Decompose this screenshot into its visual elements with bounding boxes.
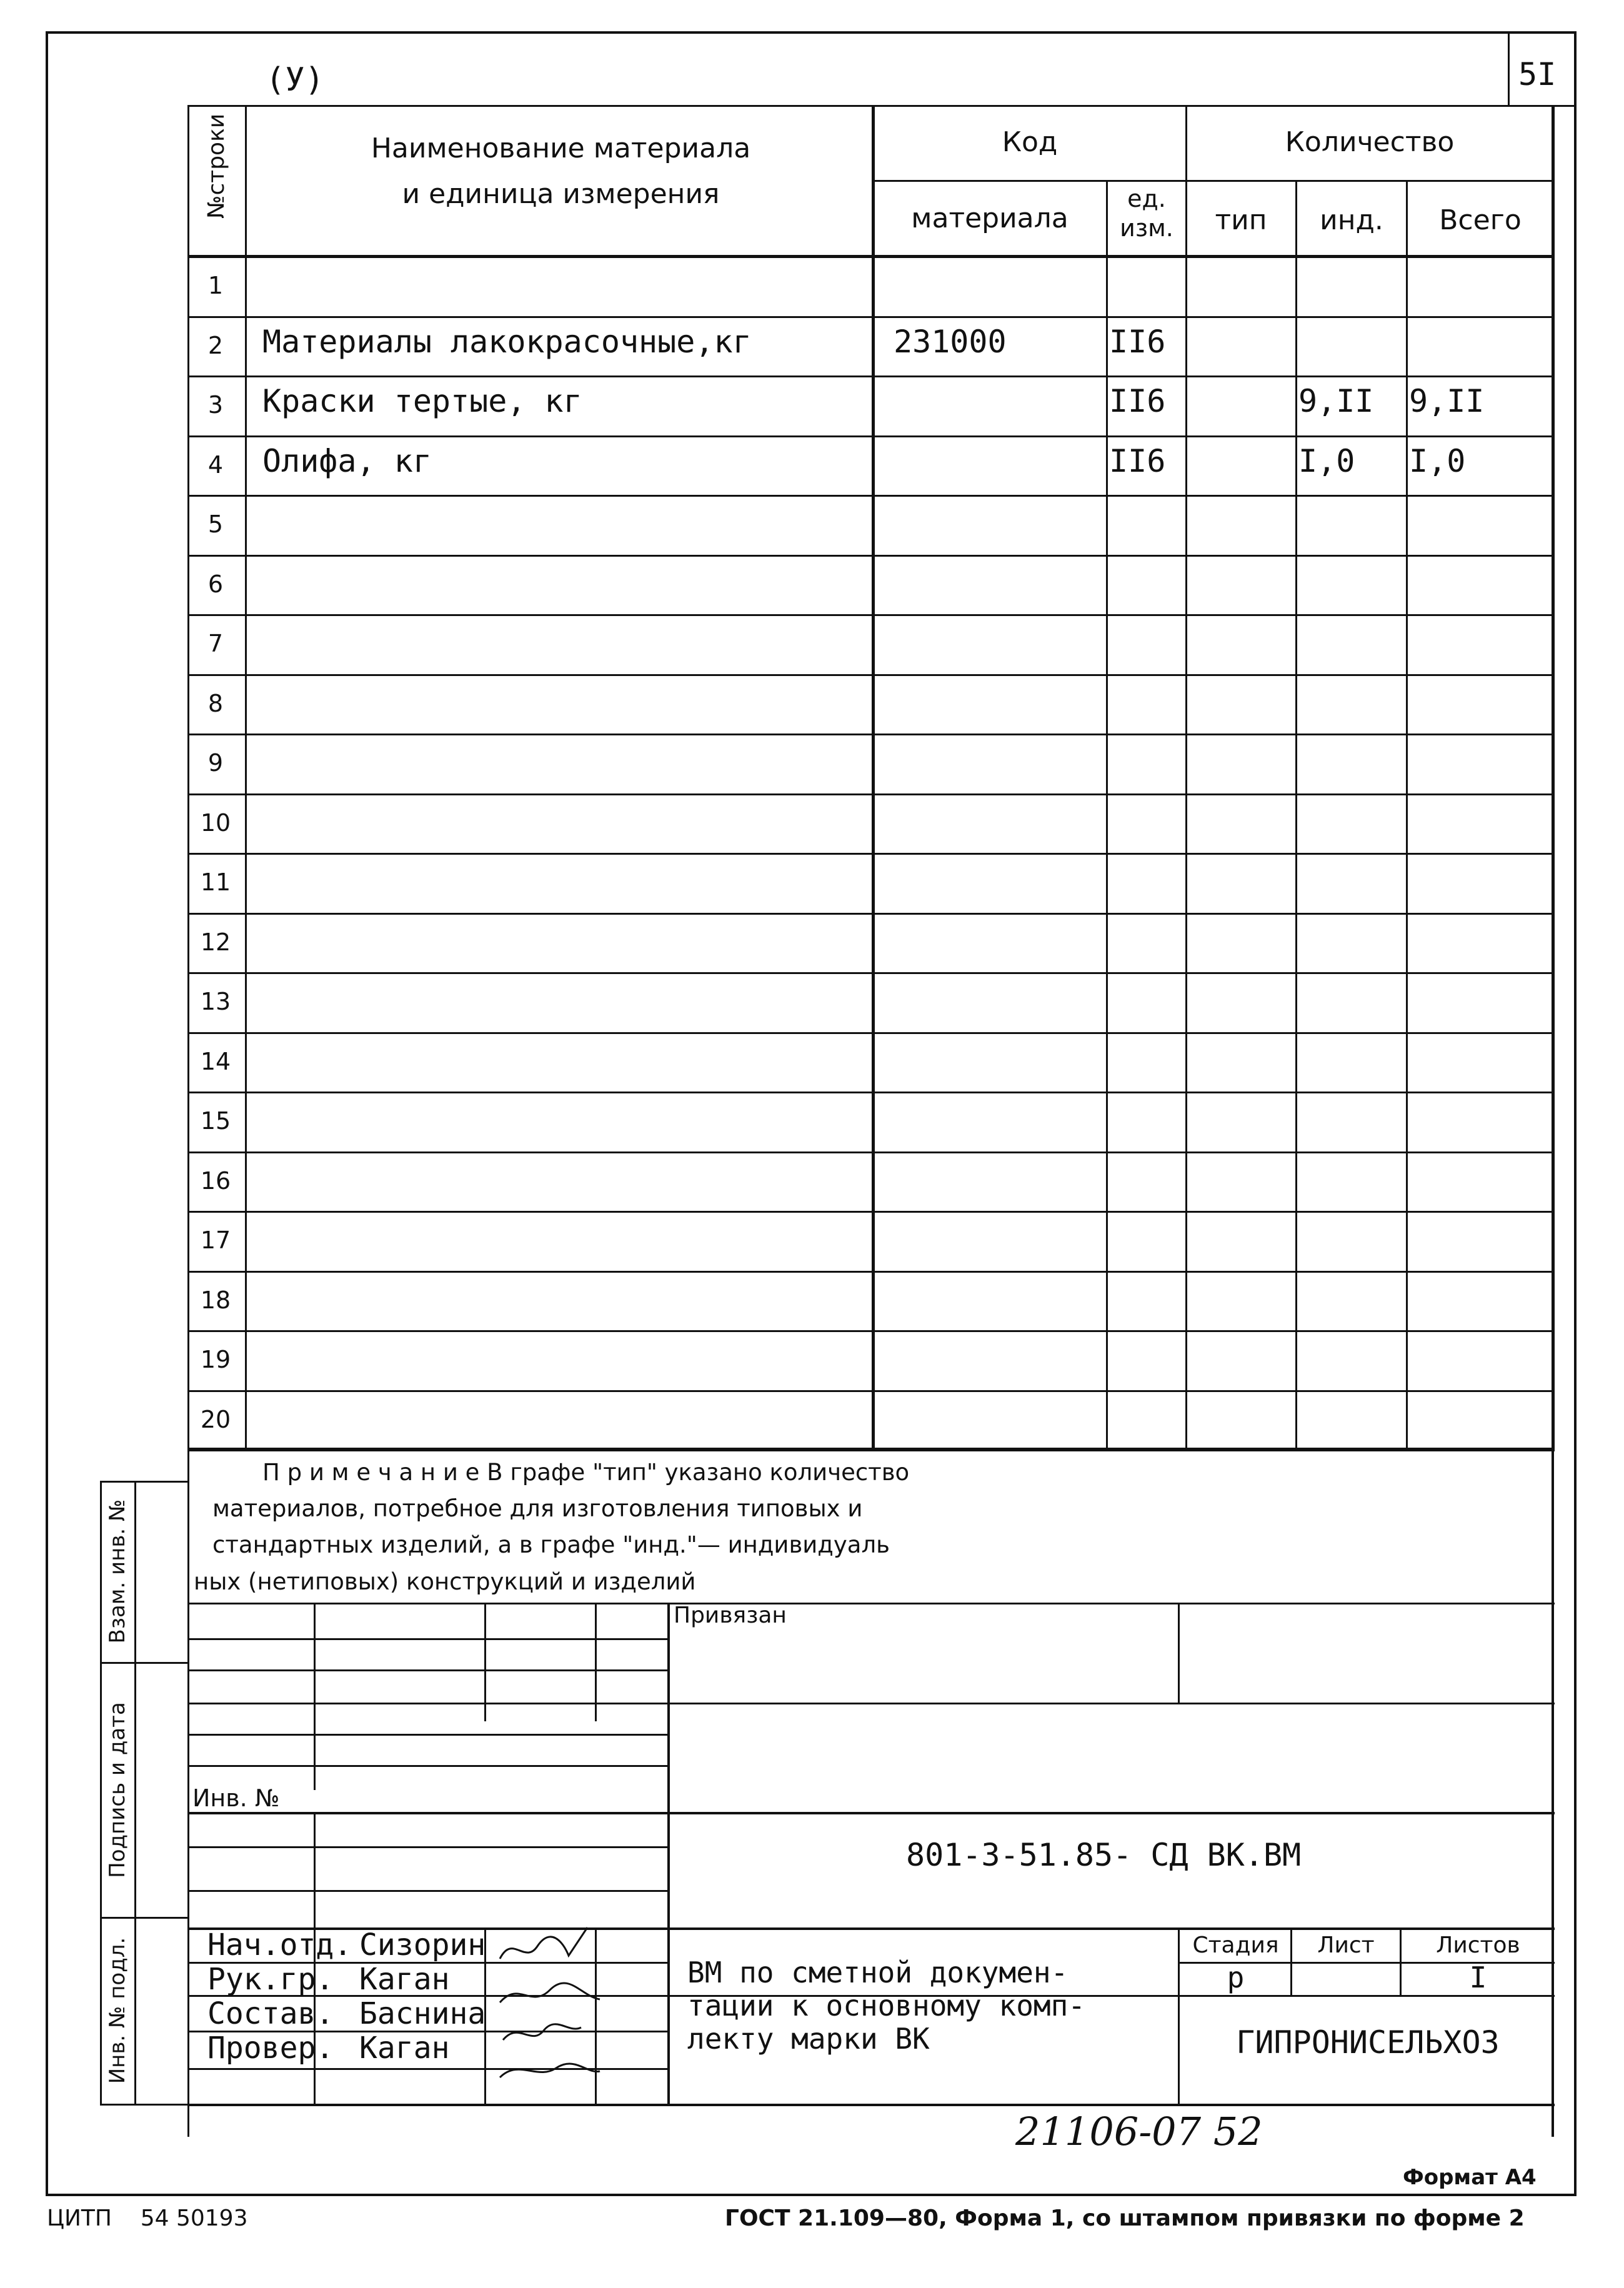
row-line	[187, 793, 1555, 795]
row-number: 18	[200, 1286, 231, 1314]
row-number: 15	[200, 1107, 231, 1135]
stamp-col	[667, 1603, 670, 2106]
header-code-material: материала	[911, 202, 1069, 234]
stamp-top	[187, 1603, 1555, 1604]
stamp-line	[187, 1812, 1555, 1814]
cell-name: Краски тертые, кг	[262, 383, 582, 419]
row-line	[187, 734, 1555, 735]
signer-name: Каган	[359, 2031, 450, 2066]
cell-name: Олифа, кг	[262, 442, 432, 479]
col-line	[1406, 181, 1408, 1450]
row-number: 9	[207, 749, 224, 777]
stamp-col	[595, 1603, 597, 1721]
row-line	[187, 972, 1555, 974]
header-row-no: №строки	[204, 113, 229, 219]
row-line	[187, 674, 1555, 676]
cell-unit: II6	[1109, 442, 1166, 479]
row-line	[187, 316, 1555, 318]
header-name-line2: и единица измерения	[402, 178, 720, 210]
row-number: 4	[207, 450, 224, 479]
format-label: Формат А4	[1403, 2165, 1537, 2190]
row-line	[187, 1151, 1555, 1153]
row-number: 6	[207, 570, 224, 598]
signer-name: Каган	[359, 1962, 450, 1997]
row-number: 10	[200, 808, 231, 837]
header-code-unit-2: изм.	[1120, 214, 1173, 242]
page-number-box	[1508, 31, 1510, 106]
header-quantity: Количество	[1285, 126, 1455, 158]
material-table	[187, 105, 1555, 1450]
cell-code: 231000	[894, 323, 1007, 360]
header-q-ind: инд.	[1320, 204, 1383, 236]
signer-name: Баснина	[359, 1996, 486, 2031]
note-line3: стандартных изделий, а в графе "инд."— индивидуаль	[212, 1531, 890, 1558]
side-label-vzam: Взам. инв. №	[105, 1499, 130, 1644]
col-line	[872, 105, 875, 1450]
cell-total: I,0	[1409, 442, 1466, 479]
side-label-podpis: Подпись и дата	[105, 1702, 130, 1878]
stamp-col	[1178, 1927, 1180, 2106]
cell-ind: I,0	[1298, 442, 1355, 479]
row-line	[187, 913, 1555, 915]
row-number: 17	[200, 1226, 231, 1254]
note-left	[187, 1450, 189, 2137]
signature-marks	[494, 1921, 606, 2102]
stamp-line	[187, 1846, 669, 1848]
row-number: 5	[207, 510, 224, 538]
signer-role: Нач.отд.	[207, 1927, 352, 1962]
signer-role: Состав.	[207, 1996, 334, 2031]
row-line	[187, 555, 1555, 557]
sheets-value: I	[1469, 1961, 1487, 1994]
col-line	[245, 105, 247, 1450]
page-number: 5I	[1518, 56, 1557, 92]
stage-label: Стадия	[1192, 1932, 1279, 1958]
stage-value: р	[1227, 1961, 1245, 1994]
privyazan-label: Привязан	[674, 1603, 787, 1628]
row-line	[187, 853, 1555, 855]
row-line	[187, 1032, 1555, 1034]
header-code-unit-1: ед.	[1127, 185, 1166, 212]
stamp-col	[314, 1603, 316, 1790]
cell-unit: II6	[1109, 323, 1166, 360]
row-line	[187, 435, 1555, 437]
cell-unit: II6	[1109, 383, 1166, 419]
header-q-total: Всего	[1439, 204, 1522, 236]
corner-mark: (У)	[266, 61, 324, 99]
signer-name: Сизорин	[359, 1927, 486, 1962]
row-line	[187, 1390, 1555, 1392]
cell-total: 9,II	[1409, 383, 1485, 419]
row-number: 20	[200, 1405, 231, 1433]
row-number: 12	[200, 928, 231, 956]
row-number: 19	[200, 1346, 231, 1373]
row-line	[187, 1092, 1555, 1093]
stamp-col	[1178, 1603, 1180, 1703]
stamp-col	[484, 1603, 486, 1721]
row-number: 16	[200, 1166, 231, 1195]
signer-role: Рук.гр.	[207, 1962, 334, 1997]
side-strip-line	[100, 1481, 187, 1483]
doc-title-line3: лекту марки ВК	[687, 2022, 930, 2056]
side-strip-line	[100, 1481, 102, 2106]
row-line	[187, 376, 1555, 377]
row-line	[187, 614, 1555, 616]
signer-role: Провер.	[207, 2031, 334, 2066]
row-number: 1	[207, 272, 224, 299]
header-name-line1: Наименование материала	[371, 132, 751, 164]
row-number: 8	[207, 689, 224, 717]
col-line	[1185, 105, 1187, 1450]
organization: ГИПРОНИСЕЛЬХОЗ	[1236, 2024, 1500, 2061]
stamp-line	[187, 1765, 669, 1767]
note-line1: П р и м е ч а н и е В графе "тип" указано количество	[262, 1459, 910, 1486]
col-line	[1552, 105, 1555, 1450]
header-bottom	[187, 255, 1555, 258]
row-line	[187, 495, 1555, 497]
sheets-label: Листов	[1436, 1932, 1520, 1958]
row-number: 13	[200, 988, 231, 1015]
sheet-label: Лист	[1317, 1932, 1375, 1958]
row-number: 3	[207, 391, 224, 419]
row-line	[187, 1211, 1555, 1213]
doc-title-line1: ВМ по сметной докумен-	[687, 1956, 1069, 1989]
side-strip-line	[100, 2104, 187, 2106]
stamp-line	[187, 2104, 1555, 2106]
document-code: 801-3-51.85- СД ВК.ВМ	[906, 1837, 1302, 1873]
inv-no-label: Инв. №	[192, 1784, 280, 1812]
row-line	[187, 1330, 1555, 1332]
row-number: 2	[207, 331, 224, 359]
note-top	[187, 1448, 1555, 1451]
cell-name: Материалы лакокрасочные,кг	[262, 323, 752, 360]
doc-title-line2: тации к основному комп-	[687, 1989, 1085, 2022]
footer-left: ЦИТП 54 50193	[47, 2206, 248, 2231]
col-line	[1106, 181, 1108, 1450]
note-line4: ных (нетиповых) конструкций и изделий	[194, 1568, 696, 1595]
col-line	[1295, 181, 1297, 1450]
header-q-type: тип	[1215, 204, 1267, 236]
side-label-inv-podl: Инв. № подл.	[105, 1937, 130, 2084]
row-number: 11	[200, 868, 231, 896]
header-code: Код	[1002, 126, 1058, 158]
note-line2: материалов, потребное для изготовления типовых и	[212, 1495, 863, 1522]
row-number: 7	[207, 630, 224, 657]
row-number: 14	[200, 1047, 231, 1075]
stamp-line	[187, 1734, 669, 1736]
side-strip-line	[134, 1481, 136, 2106]
header-subline	[872, 180, 1555, 182]
stamp-line	[187, 1703, 1555, 1704]
footer-right: ГОСТ 21.109—80, Форма 1, со штампом привязки по форме 2	[725, 2206, 1525, 2231]
row-line	[187, 1271, 1555, 1273]
handwritten-number: 21106-07 52	[1015, 2109, 1263, 2154]
cell-ind: 9,II	[1298, 383, 1374, 419]
stamp-line	[187, 1890, 669, 1892]
